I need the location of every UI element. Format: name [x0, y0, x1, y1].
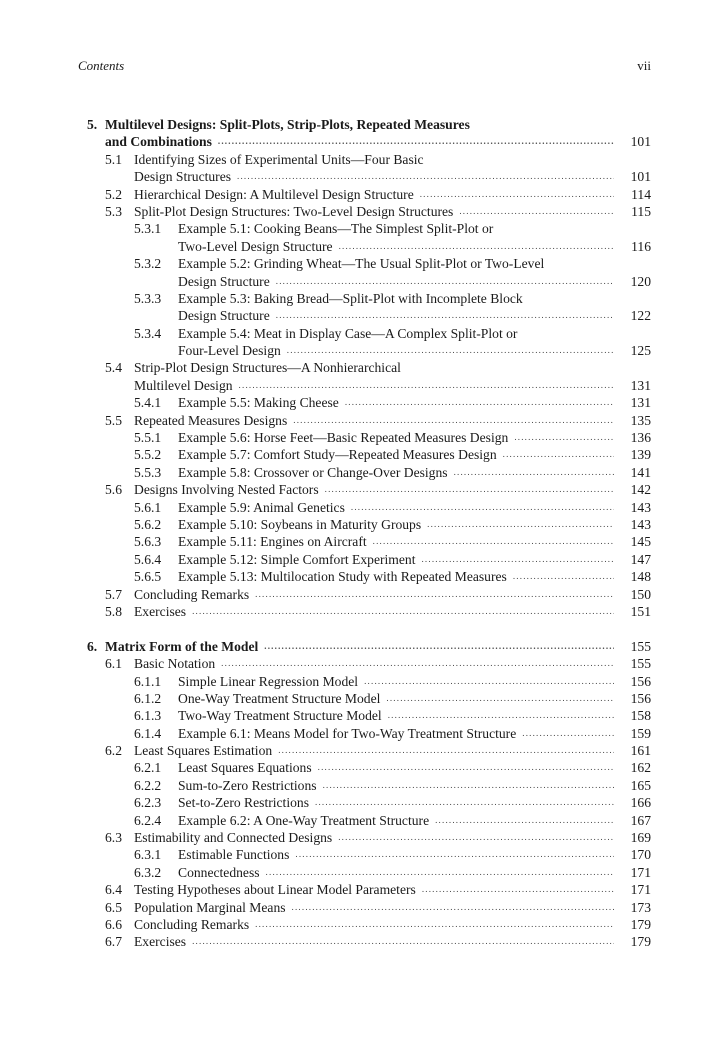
toc-entry[interactable] [0, 220, 728, 237]
toc-entry-page: 173 [630, 899, 651, 915]
toc-entry[interactable] [0, 933, 728, 950]
toc-entry-text [178, 794, 620, 811]
toc-entry-number: 5.5.2 [134, 447, 162, 463]
toc-entry-text [105, 116, 620, 133]
table-of-contents [0, 116, 728, 951]
dot-leader [264, 638, 614, 655]
toc-entry-page: 114 [631, 186, 651, 202]
toc-entry-number: 5. [87, 117, 98, 132]
toc-entry-title: Estimability and Connected Designs [134, 830, 333, 846]
toc-entry-text [178, 255, 620, 272]
toc-entry-page: 162 [630, 760, 651, 776]
toc-entry-number: 6.1.3 [134, 708, 162, 724]
toc-entry-title: Set-to-Zero Restrictions [178, 795, 309, 811]
toc-entry[interactable] [0, 690, 728, 707]
dot-leader [522, 725, 614, 742]
dot-leader [318, 759, 614, 776]
toc-entry-title: Example 6.2: A One-Way Treatment Structure [178, 812, 430, 828]
toc-entry-text [134, 186, 620, 203]
toc-entry-text [178, 273, 620, 290]
toc-entry-page: 101 [630, 134, 651, 150]
toc-entry-text [178, 533, 620, 550]
toc-entry[interactable] [0, 446, 728, 463]
toc-entry[interactable] [0, 794, 728, 811]
toc-entry-page: 169 [630, 830, 651, 846]
toc-entry[interactable] [0, 881, 728, 898]
dot-leader [435, 812, 614, 829]
toc-entry-page: 155 [630, 638, 651, 654]
toc-entry-title: Repeated Measures Designs [134, 412, 288, 428]
toc-entry-title: Basic Notation [134, 656, 216, 672]
toc-entry-title: One-Way Treatment Structure Model [178, 690, 381, 706]
toc-entry-text [105, 133, 620, 150]
toc-entry[interactable] [0, 290, 728, 307]
dot-leader [287, 342, 614, 359]
toc-entry[interactable] [0, 916, 728, 933]
toc-entry-title: Design Structure [178, 308, 270, 324]
dot-leader [420, 186, 614, 203]
dot-leader [388, 707, 614, 724]
dot-leader [293, 412, 614, 429]
toc-entry-number: 5.3.3 [134, 290, 162, 306]
toc-entry-text [178, 394, 620, 411]
toc-entry-number: 5.5.3 [134, 464, 162, 480]
toc-entry-text [178, 342, 620, 359]
toc-entry-text [134, 603, 620, 620]
toc-entry-number: 6.3.1 [134, 847, 162, 863]
dot-leader [422, 881, 614, 898]
toc-entry-page: 142 [630, 482, 651, 498]
toc-entry-number: 5.6.2 [134, 516, 162, 532]
toc-entry[interactable] [0, 638, 728, 655]
toc-entry-title: Example 5.9: Animal Genetics [178, 499, 345, 515]
toc-entry-title: Design Structures [134, 169, 232, 185]
toc-entry-page: 122 [630, 308, 651, 324]
toc-entry-page: 165 [630, 777, 651, 793]
toc-entry[interactable] [0, 464, 728, 481]
toc-entry-title: Identifying Sizes of Experimental Units—Four Basic [134, 151, 424, 167]
dot-leader [315, 794, 614, 811]
toc-entry-page: 151 [630, 603, 651, 619]
toc-entry-number: 5.3 [105, 203, 122, 219]
dot-leader [339, 238, 614, 255]
toc-entry-title: Designs Involving Nested Factors [134, 482, 319, 498]
toc-entry[interactable] [0, 325, 728, 342]
toc-entry-text [134, 655, 620, 672]
toc-entry[interactable] [0, 864, 728, 881]
toc-entry-page: 148 [630, 569, 651, 585]
toc-entry-title: Example 5.12: Simple Comfort Experiment [178, 551, 416, 567]
toc-entry-text [178, 690, 620, 707]
toc-entry-number: 5.8 [105, 603, 122, 619]
toc-entry-text [178, 777, 620, 794]
toc-entry-page: 135 [630, 412, 651, 428]
dot-leader [459, 203, 614, 220]
toc-entry-page: 170 [630, 847, 651, 863]
toc-entry-text [178, 307, 620, 324]
toc-entry[interactable] [0, 655, 728, 672]
toc-entry-number: 6.6 [105, 916, 122, 932]
toc-entry-number: 6.3 [105, 830, 122, 846]
toc-entry[interactable] [0, 533, 728, 550]
toc-entry-text [134, 899, 620, 916]
toc-entry-page: 141 [630, 464, 651, 480]
toc-entry[interactable] [0, 759, 728, 776]
dot-leader [295, 846, 614, 863]
dot-leader [338, 829, 614, 846]
toc-entry-text [105, 638, 620, 655]
toc-entry-text [178, 707, 620, 724]
toc-entry[interactable] [0, 394, 728, 411]
toc-entry-title: Population Marginal Means [134, 899, 286, 915]
toc-entry-page: 156 [630, 673, 651, 689]
toc-entry-page: 139 [630, 447, 651, 463]
dot-leader [192, 603, 614, 620]
toc-entry-title: Example 5.3: Baking Bread—Split-Plot with Incomplete Block [178, 290, 523, 306]
toc-entry-page: 115 [631, 203, 651, 219]
toc-entry-title: Example 5.7: Comfort Study—Repeated Measures Design [178, 447, 497, 463]
toc-entry-number: 6.1.2 [134, 690, 162, 706]
toc-entry-text [178, 429, 620, 446]
toc-entry-page: 166 [630, 795, 651, 811]
toc-entry-number: 5.4 [105, 360, 122, 376]
toc-entry-text [178, 725, 620, 742]
dot-leader [255, 586, 614, 603]
toc-entry-text [178, 568, 620, 585]
dot-leader [427, 516, 614, 533]
dot-leader [325, 481, 614, 498]
toc-entry-number: 6.2.3 [134, 795, 162, 811]
toc-entry-page: 145 [630, 534, 651, 550]
toc-entry-number: 5.3.1 [134, 221, 162, 237]
toc-entry-text [134, 742, 620, 759]
toc-entry-text [178, 464, 620, 481]
toc-entry-page: 159 [630, 725, 651, 741]
toc-entry-number: 6.2 [105, 743, 122, 759]
toc-entry-number: 5.6.5 [134, 569, 162, 585]
dot-leader [292, 899, 614, 916]
toc-entry-number: 6.1 [105, 656, 122, 672]
page-number: vii [637, 58, 651, 73]
toc-entry[interactable] [0, 516, 728, 533]
toc-entry-text [178, 325, 620, 342]
toc-entry-text [134, 203, 620, 220]
toc-entry-title: Example 5.13: Multilocation Study with Repeated Measures [178, 569, 507, 585]
toc-entry-page: 179 [630, 934, 651, 950]
toc-entry-title: Least Squares Equations [178, 760, 312, 776]
toc-entry-title: Two-Level Design Structure [178, 238, 333, 254]
toc-entry-number: 5.6 [105, 482, 122, 498]
toc-entry-title: Simple Linear Regression Model [178, 673, 359, 689]
toc-entry-title: Two-Way Treatment Structure Model [178, 708, 382, 724]
toc-entry-text [134, 151, 620, 168]
toc-entry-page: 131 [630, 395, 651, 411]
toc-entry-number: 6. [87, 638, 98, 654]
toc-entry-page: 120 [630, 273, 651, 289]
toc-entry-number: 6.1.1 [134, 673, 162, 689]
dot-leader [192, 933, 614, 950]
dot-leader [351, 499, 614, 516]
dot-leader [237, 168, 614, 185]
toc-entry-title: Concluding Remarks [134, 586, 250, 602]
toc-entry-text [178, 846, 620, 863]
toc-entry-number: 5.1 [105, 151, 122, 167]
toc-entry-number: 5.6.4 [134, 551, 162, 567]
toc-entry[interactable] [0, 238, 728, 255]
toc-entry-number: 5.6.1 [134, 499, 162, 515]
toc-entry-page: 150 [630, 586, 651, 602]
toc-entry-page: 136 [630, 430, 651, 446]
toc-entry[interactable] [0, 186, 728, 203]
toc-entry-number: 5.7 [105, 586, 122, 602]
toc-entry-number: 6.4 [105, 882, 122, 898]
toc-entry[interactable] [0, 273, 728, 290]
toc-entry[interactable] [0, 342, 728, 359]
dot-leader [345, 394, 614, 411]
toc-entry-title: and Combinations [105, 134, 212, 150]
toc-entry-text [134, 933, 620, 950]
toc-entry[interactable] [0, 707, 728, 724]
toc-entry-page: 101 [630, 169, 651, 185]
toc-entry-page: 179 [630, 916, 651, 932]
dot-leader [503, 446, 614, 463]
toc-entry-text [134, 412, 620, 429]
toc-entry-page: 125 [630, 343, 651, 359]
toc-entry-title: Multilevel Designs: Split-Plots, Strip-Plots, Repeated Measures [105, 117, 470, 132]
toc-entry-page: 147 [630, 551, 651, 567]
toc-entry-title: Example 5.11: Engines on Aircraft [178, 534, 367, 550]
dot-leader [514, 429, 614, 446]
toc-entry-text [178, 673, 620, 690]
toc-entry-number: 6.2.2 [134, 777, 162, 793]
toc-entry-title: Exercises [134, 603, 187, 619]
dot-leader [276, 307, 614, 324]
toc-entry-page: 131 [630, 377, 651, 393]
dot-leader [266, 864, 614, 881]
toc-entry-number: 5.5.1 [134, 430, 162, 446]
dot-leader [276, 273, 614, 290]
toc-entry[interactable] [0, 151, 728, 168]
toc-entry[interactable] [0, 812, 728, 829]
toc-entry-text [134, 586, 620, 603]
dot-leader [454, 464, 614, 481]
toc-entry-number: 5.6.3 [134, 534, 162, 550]
toc-entry[interactable] [0, 377, 728, 394]
toc-entry[interactable] [0, 116, 728, 133]
toc-entry[interactable] [0, 499, 728, 516]
toc-entry-text [134, 377, 620, 394]
dot-leader [421, 551, 614, 568]
toc-entry-text [178, 238, 620, 255]
toc-entry-text [178, 220, 620, 237]
toc-entry-title: Hierarchical Design: A Multilevel Design Structure [134, 186, 414, 202]
toc-entry-page: 167 [630, 812, 651, 828]
toc-entry-text [178, 551, 620, 568]
toc-entry-number: 5.3.4 [134, 325, 162, 341]
toc-entry-text [178, 290, 620, 307]
toc-entry-number: 6.7 [105, 934, 122, 950]
toc-entry-title: Example 5.2: Grinding Wheat—The Usual Split-Plot or Two-Level [178, 256, 545, 272]
toc-entry[interactable] [0, 255, 728, 272]
toc-entry[interactable] [0, 412, 728, 429]
dot-leader [373, 533, 614, 550]
toc-entry[interactable] [0, 725, 728, 742]
toc-entry-text [134, 916, 620, 933]
toc-entry-page: 143 [630, 499, 651, 515]
toc-entry-page: 171 [630, 882, 651, 898]
toc-entry-number: 5.2 [105, 186, 122, 202]
toc-entry-page: 116 [631, 238, 651, 254]
running-title: Contents [78, 58, 125, 73]
toc-entry-text [134, 881, 620, 898]
toc-entry[interactable] [0, 568, 728, 585]
toc-entry-title: Concluding Remarks [134, 916, 250, 932]
toc-entry-text [178, 759, 620, 776]
toc-entry-title: Least Squares Estimation [134, 743, 273, 759]
toc-entry-title: Example 5.8: Crossover or Change-Over Designs [178, 464, 448, 480]
toc-entry-title: Strip-Plot Design Structures—A Nonhierarchical [134, 360, 401, 376]
toc-entry-title: Example 5.6: Horse Feet—Basic Repeated Measures Design [178, 430, 509, 446]
dot-leader [364, 673, 614, 690]
toc-entry-title: Sum-to-Zero Restrictions [178, 777, 317, 793]
toc-entry-title: Connectedness [178, 864, 260, 880]
toc-entry[interactable] [0, 203, 728, 220]
toc-entry-title: Matrix Form of the Model [105, 638, 259, 654]
toc-entry-page: 161 [630, 743, 651, 759]
toc-entry-number: 6.2.1 [134, 760, 162, 776]
toc-entry[interactable] [0, 586, 728, 603]
toc-entry-text [134, 359, 620, 376]
toc-entry-text [178, 499, 620, 516]
dot-leader [278, 742, 614, 759]
toc-entry-page: 171 [630, 864, 651, 880]
toc-entry-text [134, 481, 620, 498]
dot-leader [218, 133, 614, 150]
toc-entry-number: 6.3.2 [134, 864, 162, 880]
toc-entry[interactable] [0, 673, 728, 690]
toc-entry-title: Testing Hypotheses about Linear Model Parameters [134, 882, 416, 898]
toc-entry[interactable] [0, 133, 728, 150]
toc-entry-number: 5.4.1 [134, 395, 162, 411]
toc-entry-page: 155 [630, 656, 651, 672]
toc-entry-title: Exercises [134, 934, 187, 950]
dot-leader [386, 690, 614, 707]
toc-entry-title: Example 5.10: Soybeans in Maturity Groups [178, 516, 422, 532]
toc-entry-text [134, 168, 620, 185]
toc-entry-page: 158 [630, 708, 651, 724]
toc-entry[interactable] [0, 429, 728, 446]
toc-entry-title: Example 5.1: Cooking Beans—The Simplest Split-Plot or [178, 221, 494, 237]
dot-leader [513, 568, 614, 585]
toc-entry[interactable] [0, 551, 728, 568]
toc-entry-number: 5.3.2 [134, 256, 162, 272]
toc-entry-title: Multilevel Design [134, 377, 233, 393]
toc-entry-title: Split-Plot Design Structures: Two-Level Design Structures [134, 203, 454, 219]
toc-entry[interactable] [0, 742, 728, 759]
toc-entry[interactable] [0, 168, 728, 185]
toc-entry-title: Example 5.5: Making Cheese [178, 395, 339, 411]
toc-entry-page: 156 [630, 690, 651, 706]
toc-entry-title: Example 6.1: Means Model for Two-Way Treatment Structure [178, 725, 517, 741]
toc-entry-number: 6.1.4 [134, 725, 162, 741]
toc-entry[interactable] [0, 846, 728, 863]
toc-entry-text [178, 446, 620, 463]
toc-entry-title: Example 5.4: Meat in Display Case—A Complex Split-Plot or [178, 325, 518, 341]
dot-leader [221, 655, 614, 672]
page-header [78, 58, 651, 78]
toc-entry-text [178, 864, 620, 881]
toc-entry-number: 6.2.4 [134, 812, 162, 828]
dot-leader [255, 916, 614, 933]
toc-entry-text [134, 829, 620, 846]
toc-entry[interactable] [0, 777, 728, 794]
section-gap [0, 620, 728, 637]
toc-entry-number: 6.5 [105, 899, 122, 915]
toc-entry-title: Estimable Functions [178, 847, 290, 863]
toc-entry-title: Design Structure [178, 273, 270, 289]
toc-entry[interactable] [0, 359, 728, 376]
toc-entry-text [178, 516, 620, 533]
toc-entry-page: 143 [630, 516, 651, 532]
toc-entry-number: 5.5 [105, 412, 122, 428]
toc-entry-title: Four-Level Design [178, 343, 281, 359]
toc-entry[interactable] [0, 829, 728, 846]
toc-entry[interactable] [0, 481, 728, 498]
toc-entry[interactable] [0, 603, 728, 620]
dot-leader [323, 777, 614, 794]
toc-entry[interactable] [0, 307, 728, 324]
toc-entry[interactable] [0, 899, 728, 916]
toc-entry-text [178, 812, 620, 829]
dot-leader [239, 377, 614, 394]
